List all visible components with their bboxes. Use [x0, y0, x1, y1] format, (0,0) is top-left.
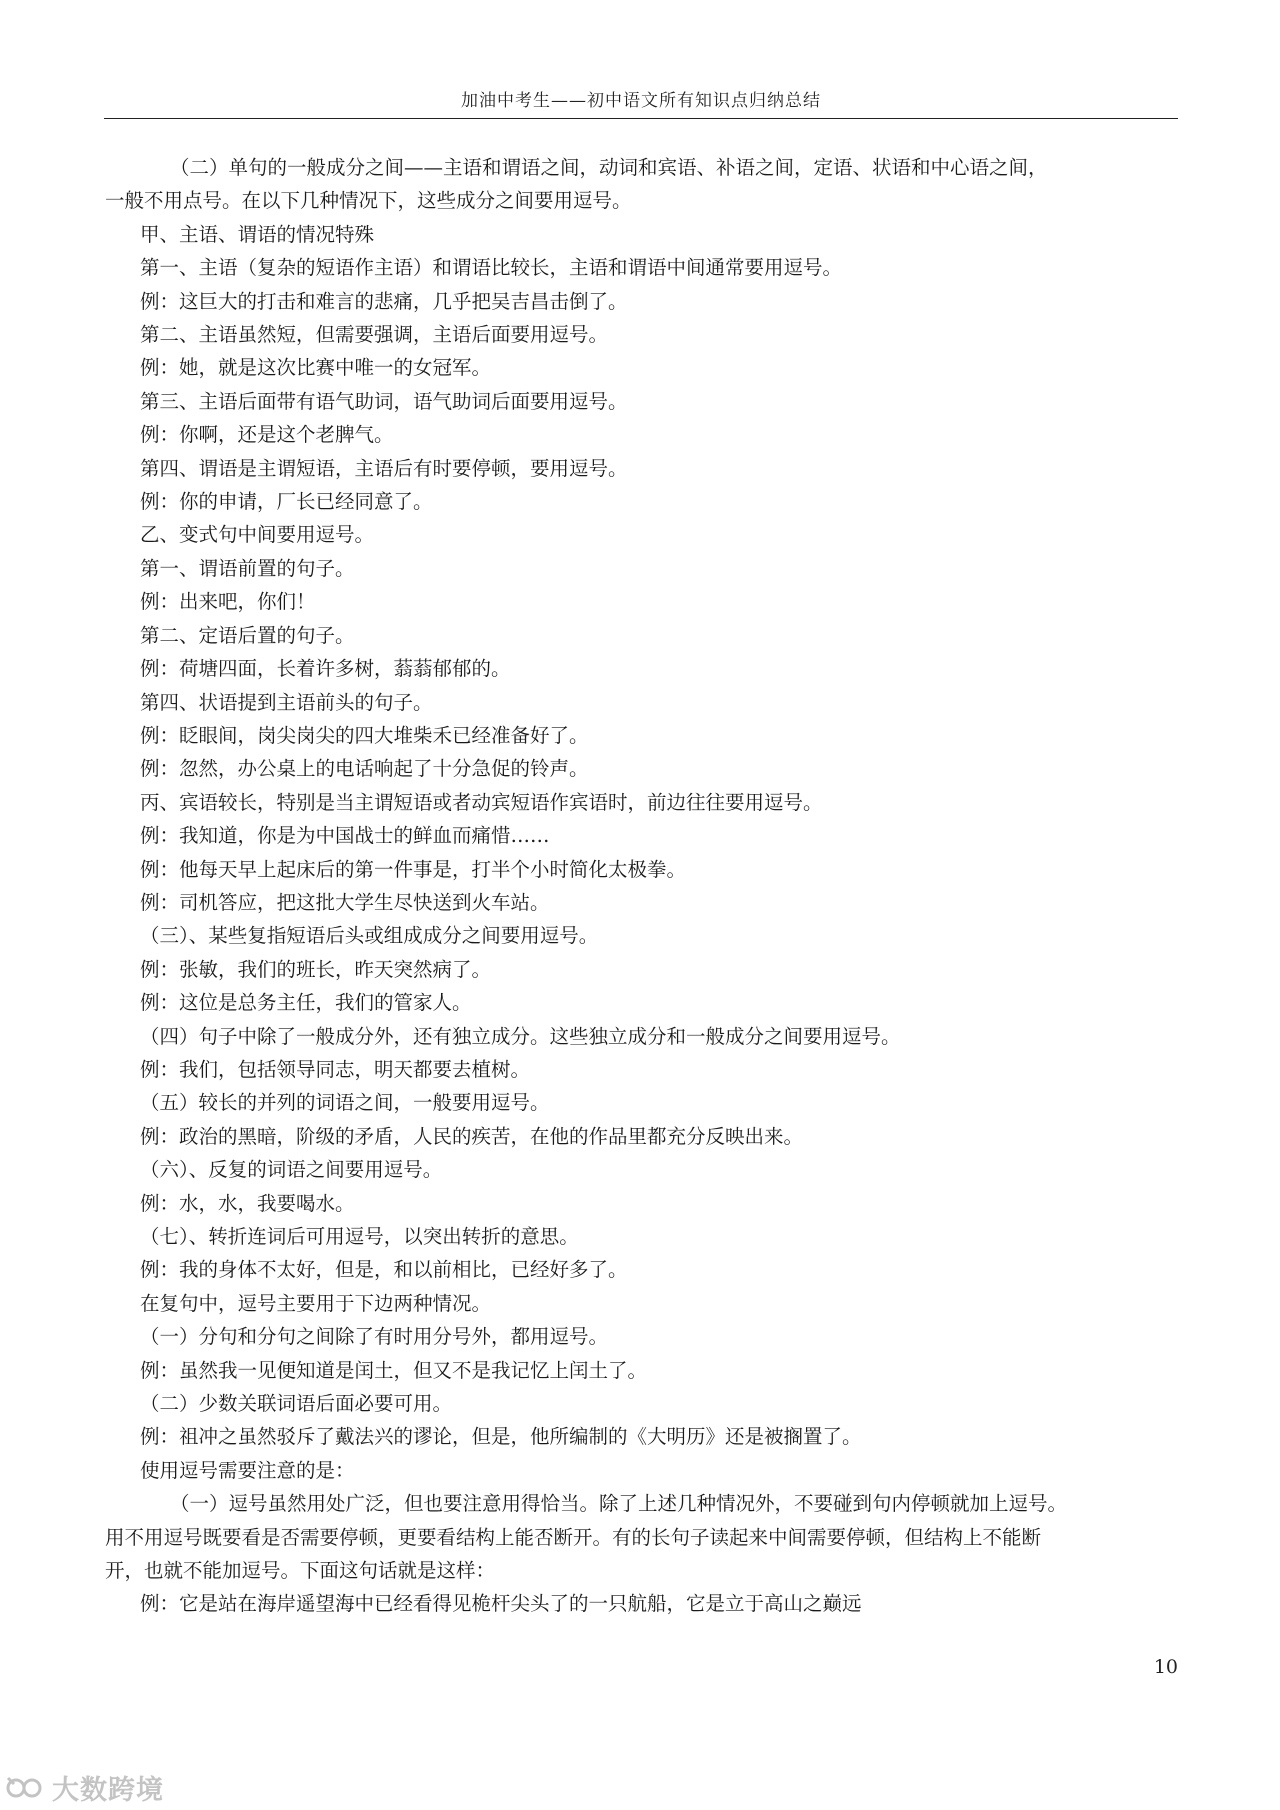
text-line: 例：你的申请，厂长已经同意了。: [140, 490, 433, 514]
text-line: 例：她，就是这次比赛中唯一的女冠军。: [140, 356, 492, 380]
text-line: 使用逗号需要注意的是：: [140, 1458, 355, 1482]
text-line: 例：我的身体不太好，但是，和以前相比，已经好多了。: [140, 1258, 628, 1282]
running-header: 加油中考生——初中语文所有知识点归纳总结: [461, 91, 821, 111]
text-line: 第二、定语后置的句子。: [140, 623, 355, 647]
page-number: 10: [1153, 1656, 1178, 1678]
text-line: （二）单句的一般成分之间——主语和谓语之间，动词和宾语、补语之间，定语、状语和中心语之间，: [170, 156, 1048, 179]
text-line: 例：忽然，办公桌上的电话响起了十分急促的铃声。: [140, 757, 589, 781]
text-line: 甲、主语、谓语的情况特殊: [140, 222, 375, 246]
watermark-text: 大数跨境: [52, 1775, 164, 1806]
text-line: 例：这巨大的打击和难言的悲痛，几乎把吴吉昌击倒了。: [140, 289, 628, 313]
document-body: [105, 151, 1200, 1621]
text-line: （六）、反复的词语之间要用逗号。: [140, 1158, 443, 1182]
text-line: 例：他每天早上起床后的第一件事是，打半个小时简化太极拳。: [140, 857, 687, 881]
text-line: 第一、主语（复杂的短语作主语）和谓语比较长，主语和谓语中间通常要用逗号。: [140, 256, 843, 280]
text-line: （一）逗号虽然用处广泛，但也要注意用得恰当。除了上述几种情况外，不要碰到句内停顿就加上逗号。: [170, 1492, 1068, 1516]
text-line: 例：我们，包括领导同志，明天都要去植树。: [140, 1057, 531, 1081]
text-line: 第四、状语提到主语前头的句子。: [140, 690, 433, 714]
logo-mark-icon: [6, 1774, 46, 1802]
text-line: （七）、转折连词后可用逗号，以突出转折的意思。: [140, 1225, 579, 1248]
text-line: 例：政治的黑暗，阶级的矛盾，人民的疾苦，在他的作品里都充分反映出来。: [140, 1124, 804, 1148]
text-line: 用不用逗号既要看是否需要停顿，更要看结构上能否断开。有的长句子读起来中间需要停顿，但结构上不能断: [105, 1525, 1042, 1549]
text-line: 例：水，水，我要喝水。: [140, 1191, 355, 1215]
text-line: 丙、宾语较长，特别是当主谓短语或者动宾短语作宾语时，前边往往要用逗号。: [140, 790, 823, 814]
header-divider: [104, 118, 1178, 119]
text-line: 例：荷塘四面，长着许多树，蓊蓊郁郁的。: [140, 657, 511, 681]
text-line: 例：出来吧，你们！: [140, 590, 316, 614]
text-line: 乙、变式句中间要用逗号。: [140, 523, 375, 547]
text-line: 第三、主语后面带有语气助词，语气助词后面要用逗号。: [140, 389, 628, 413]
text-line: 开，也就不能加逗号。下面这句话就是这样：: [105, 1559, 496, 1583]
text-line: 例：眨眼间，岗尖岗尖的四大堆柴禾已经准备好了。: [140, 723, 589, 747]
text-line: 例：我知道，你是为中国战士的鲜血而痛惜……: [140, 824, 550, 848]
text-line: 第二、主语虽然短，但需要强调，主语后面要用逗号。: [140, 323, 609, 347]
text-line: （四）句子中除了一般成分外，还有独立成分。这些独立成分和一般成分之间要用逗号。: [140, 1024, 901, 1048]
text-line: （三）、某些复指短语后头或组成成分之间要用逗号。: [140, 924, 599, 948]
text-line: 例：祖冲之虽然驳斥了戴法兴的谬论，但是，他所编制的《大明历》还是被搁置了。: [140, 1425, 862, 1449]
text-line: 例：司机答应，把这批大学生尽快送到火车站。: [140, 890, 550, 914]
text-line: 例：它是站在海岸遥望海中已经看得见桅杆尖头了的一只航船，它是立于高山之巅远: [140, 1592, 862, 1616]
text-line: 一般不用点号。在以下几种情况下，这些成分之间要用逗号。: [105, 189, 632, 213]
text-line: （二）少数关联词语后面必要可用。: [140, 1392, 453, 1416]
text-line: （一）分句和分句之间除了有时用分号外，都用逗号。: [140, 1325, 609, 1349]
text-line: 例：张敏，我们的班长，昨天突然病了。: [140, 957, 492, 981]
text-line: 第四、谓语是主谓短语，主语后有时要停顿，要用逗号。: [140, 456, 628, 480]
text-line: 例：这位是总务主任，我们的管家人。: [140, 991, 472, 1015]
text-line: （五）较长的并列的词语之间，一般要用逗号。: [140, 1091, 550, 1115]
text-line: 在复句中，逗号主要用于下边两种情况。: [140, 1291, 492, 1315]
text-line: 例：你啊，还是这个老脾气。: [140, 423, 394, 447]
text-line: 第一、谓语前置的句子。: [140, 556, 355, 580]
watermark: [6, 1768, 164, 1807]
text-line: 例：虽然我一见便知道是闰土，但又不是我记忆上闰土了。: [140, 1358, 648, 1382]
